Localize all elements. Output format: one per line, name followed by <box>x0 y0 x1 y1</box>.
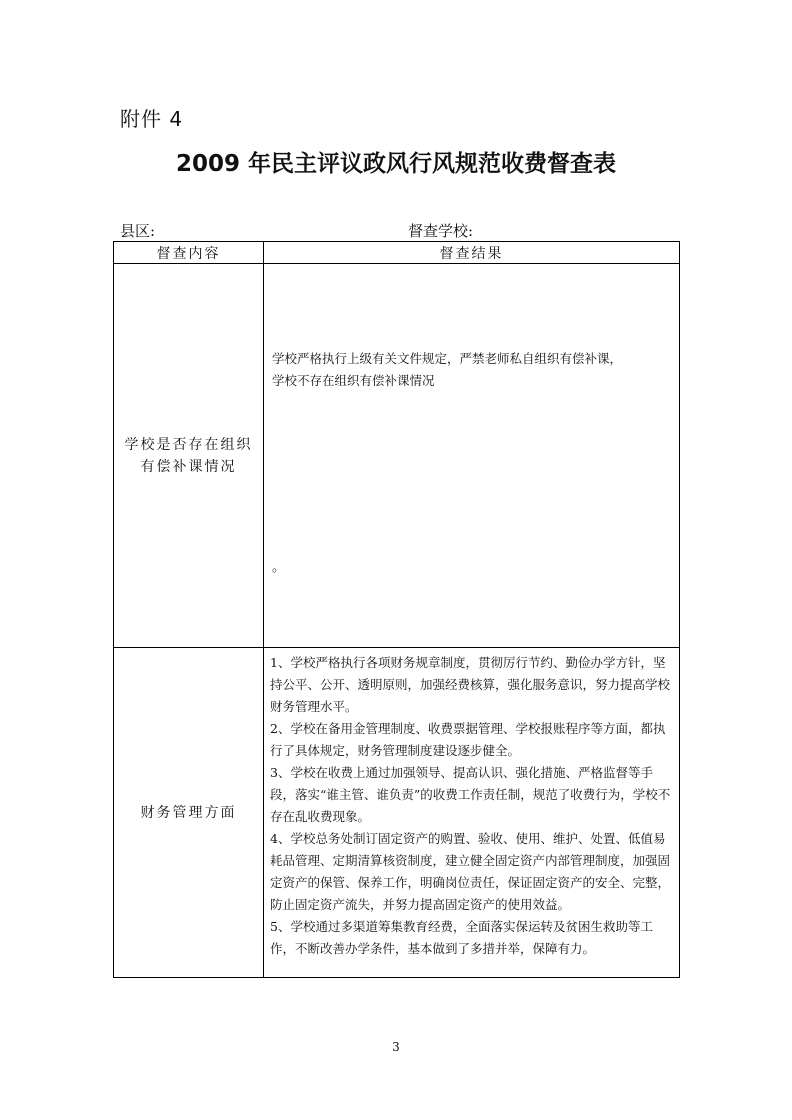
finance-point-5: 5、学校通过多渠道筹集教育经费，全面落实保运转及贫困生救助等工作，不断改善办学条件，基本做到了多措并举，保障有力。 <box>270 919 653 956</box>
finance-point-1: 1、学校严格执行各项财务规章制度，贯彻厉行节约、勤俭办学方针，坚持公平、公开、透明原则，加强经费核算，强化服务意识，努力提高学校财务管理水平。 <box>270 655 671 714</box>
table-row <box>114 648 680 978</box>
result-tutoring <box>264 264 680 648</box>
item-tutoring <box>114 264 264 648</box>
finance-point-4: 4、学校总务处制订固定资产的购置、验收、使用、维护、处置、低值易耗品管理、定期清算核资制度，建立健全固定资产内部管理制度，加强固定资产的保管、保养工作，明确岗位责任，保证固定资产的安全、完整，防止固定资产流失，并努力提高固定资产的使用效益。 <box>270 831 671 912</box>
item-tutoring-line1: 学校是否存在组织 <box>124 436 253 453</box>
table-row <box>114 264 680 648</box>
page-title: 2009 年民主评议政风行风规范收费督查表 <box>175 151 617 177</box>
finance-point-3: 3、学校在收费上通过加强领导、提高认识、强化措施、严格监督等手段，落实“谁主管、谁负责”的收费工作责任制，规范了收费行为，学校不存在乱收费现象。 <box>270 765 671 824</box>
result-tutoring-line1: 学校严格执行上级有关文件规定，严禁老师私自组织有偿补课， <box>272 351 623 366</box>
county-label: 县区: <box>120 222 156 240</box>
finance-point-2: 2、学校在备用金管理制度、收费票据管理、学校报账程序等方面，都执行了具体规定，财务管理制度建设逐步健全。 <box>270 721 666 758</box>
result-tutoring-line2: 学校不存在组织有偿补课情况 <box>272 373 435 388</box>
inspection-table <box>113 241 680 978</box>
item-finance: 财务管理方面 <box>114 648 264 978</box>
item-tutoring-line2: 有偿补课情况 <box>140 458 237 475</box>
result-tutoring-end-mark: 。 <box>272 560 286 575</box>
result-finance <box>264 648 680 978</box>
page-number: 3 <box>392 1040 400 1054</box>
header-result: 督查结果 <box>264 242 680 264</box>
header-content: 督查内容 <box>114 242 264 264</box>
table-header-row <box>114 242 680 264</box>
school-label: 督查学校: <box>408 222 474 240</box>
attachment-label: 附件 4 <box>120 107 184 131</box>
